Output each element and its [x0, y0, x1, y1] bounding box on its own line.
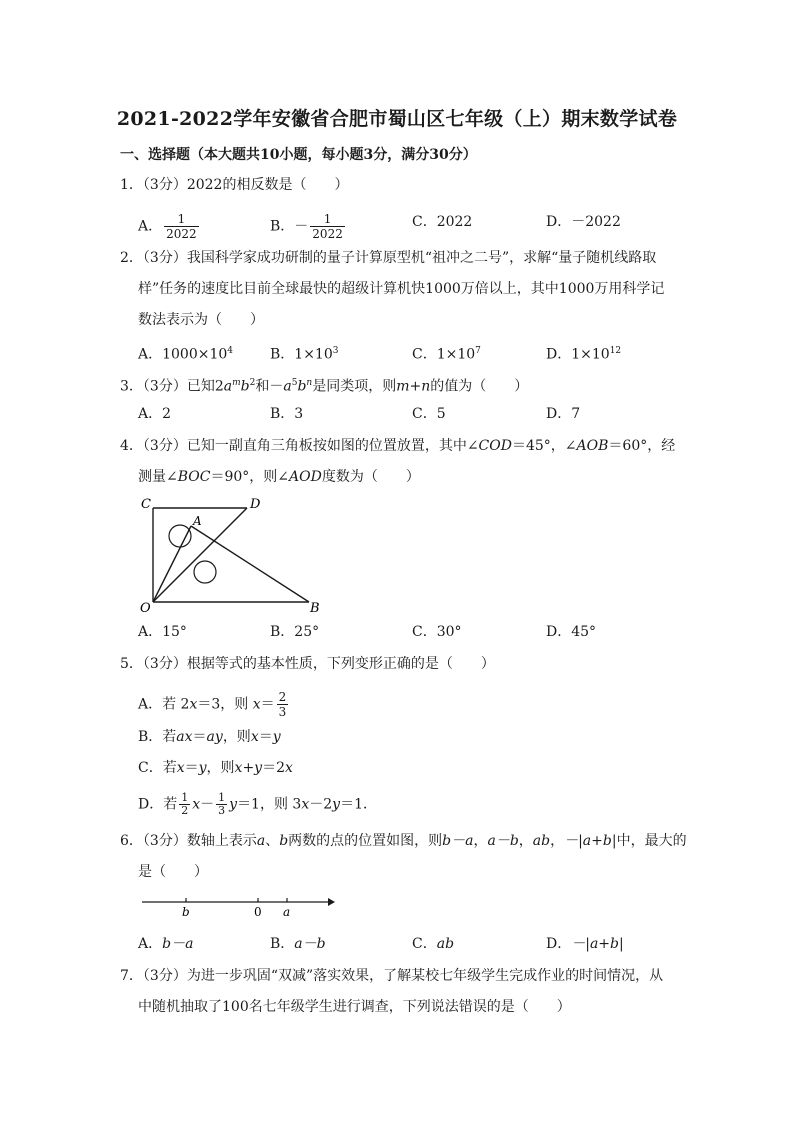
- q6-stem-line1: 6．（3分）数轴上表示a、b两数的点的位置如图，则b－a，a－b，ab，－|a+b|中，最大的: [120, 833, 687, 849]
- label-c: C: [141, 497, 151, 512]
- edge-ab: [191, 526, 309, 602]
- q1-stem: 1．（3分）2022的相反数是（ ）: [120, 177, 349, 193]
- q7-stem-line2: 中随机抽取了100名七年级学生进行调查，下列说法错误的是（ ）: [138, 999, 571, 1015]
- q7-stem-line1: 7．（3分）为进一步巩固“双减”落实效果，了解某校七年级学生完成作业的时间情况，从: [120, 968, 664, 984]
- q2-option-c[interactable]: C．$1\times 10^7$: [412, 346, 481, 363]
- q1-option-a[interactable]: A． $\frac{1}{2022}$: [138, 212, 197, 241]
- fraction: $\frac{2}{3}$: [278, 690, 287, 719]
- fraction: $\frac{1}{3}$: [218, 791, 226, 817]
- q6-option-c[interactable]: C．ab: [412, 936, 455, 952]
- axis-label-a: a: [283, 905, 291, 919]
- q4-stem-line2: 测量∠BOC＝90°，则∠AOD度数为（ ）: [138, 469, 420, 485]
- q1-option-c[interactable]: C．2022: [412, 214, 473, 230]
- q4-stem-line1: 4．（3分）已知一副直角三角板按如图的位置放置，其中∠COD＝45°，∠AOB＝60°，经: [120, 438, 676, 454]
- q4-option-b[interactable]: B．25°: [270, 624, 320, 640]
- axis-label-0: 0: [254, 905, 262, 919]
- edge-oa: [153, 526, 191, 602]
- axis-label-b: b: [182, 905, 190, 919]
- q2-option-b[interactable]: B．$1\times 10^3$: [270, 346, 339, 363]
- q6-option-a[interactable]: A．b－a: [138, 936, 194, 952]
- q2-stem-line1: 2．（3分）我国科学家成功研制的量子计算原型机“祖冲之二号”，求解“量子随机线路取: [120, 250, 657, 266]
- number-line: [138, 892, 338, 924]
- q6-option-b[interactable]: B．a－b: [270, 936, 326, 952]
- q2-stem-line3: 数法表示为（ ）: [138, 312, 264, 328]
- fraction: $\frac{1}{2}$: [181, 791, 189, 817]
- q2-option-a[interactable]: A．$1000\times 10^4$: [138, 346, 234, 363]
- fraction: $\frac{1}{2022}$: [166, 212, 197, 241]
- circle-hole: [169, 525, 191, 547]
- q5-stem: 5．（3分）根据等式的基本性质，下列变形正确的是（ ）: [120, 656, 495, 672]
- q4-option-a[interactable]: A．15°: [138, 624, 187, 640]
- q3-option-d[interactable]: D．7: [546, 406, 581, 422]
- q6-option-d[interactable]: D．－|a+b|: [546, 936, 624, 952]
- label-o: O: [140, 601, 151, 616]
- section-heading: 一、选择题（本大题共10小题，每小题3分，满分30分）: [120, 147, 477, 163]
- q3-stem: 3．（3分）已知$2a^mb^2$和$-a^5b^n$是同类项，则m+n的值为（ ）: [120, 378, 529, 395]
- q6-stem-line2: 是（ ）: [138, 864, 208, 880]
- q5-option-a[interactable]: A．若 2x＝3，则 x＝ $\frac{2}{3}$: [138, 690, 287, 719]
- page-title: 2021-2022学年安徽省合肥市蜀山区七年级（上）期末数学试卷: [116, 108, 678, 130]
- q2-stem-line2: 样”任务的速度比目前全球最快的超级计算机快1000万倍以上，其中1000万用科学记: [138, 281, 665, 297]
- q5-option-b[interactable]: B．若ax＝ay，则x＝y: [138, 729, 281, 745]
- q1-option-d[interactable]: D．－2022: [546, 214, 621, 230]
- q5-option-c[interactable]: C．若x＝y，则x+y＝2x: [138, 760, 293, 776]
- q3-option-c[interactable]: C．5: [412, 406, 446, 422]
- label-b: B: [310, 601, 320, 616]
- q3-option-b[interactable]: B．3: [270, 406, 304, 422]
- arrow-head-icon: [328, 898, 335, 906]
- q2-option-d[interactable]: D．$1\times 10^{12}$: [546, 346, 622, 363]
- triangle-figure: [135, 492, 335, 617]
- circle-hole: [194, 561, 216, 583]
- fraction: $\frac{1}{2022}$: [312, 212, 343, 241]
- q5-option-d[interactable]: D．若 $\frac{1}{2}$ x－ $\frac{1}{3}$ y＝1，则 3x－2y＝1．: [138, 791, 377, 817]
- q4-option-d[interactable]: D．45°: [546, 624, 597, 640]
- label-d: D: [250, 497, 261, 512]
- label-a: A: [193, 514, 202, 528]
- q3-option-a[interactable]: A．2: [138, 406, 172, 422]
- q4-option-c[interactable]: C．30°: [412, 624, 462, 640]
- q1-option-b[interactable]: B．－ $\frac{1}{2022}$: [270, 212, 343, 241]
